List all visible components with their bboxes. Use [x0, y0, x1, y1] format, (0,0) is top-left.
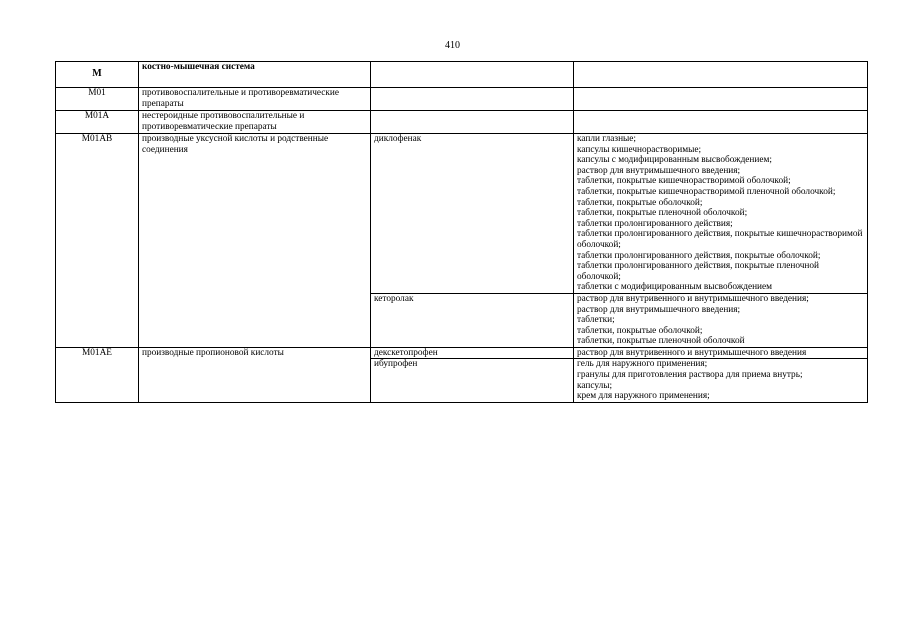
- dosage-form-line: таблетки, покрытые пленочной оболочкой;: [577, 208, 748, 219]
- dosage-form-line: таблетки с модифицированным высвобождением: [577, 282, 773, 293]
- dosage-form-line: гранулы для приготовления раствора для приема внутрь;: [577, 370, 803, 381]
- drug-name-cell: ибупрофен: [371, 359, 574, 402]
- dosage-form-line: капсулы с модифицированным высвобождением;: [577, 155, 772, 166]
- dosage-form-line: таблетки, покрытые кишечнорастворимой оболочкой;: [577, 176, 791, 187]
- table-row: [56, 134, 868, 294]
- dosage-form-line: таблетки, покрытые кишечнорастворимой пленочной оболочкой;: [577, 186, 836, 197]
- dosage-form-line: таблетки пролонгированного действия, покрытые пленочной оболочкой;: [577, 261, 819, 282]
- dosage-form-line: таблетки пролонгированного действия;: [577, 218, 733, 229]
- dosage-form-line: капсулы кишечнорастворимые;: [577, 144, 702, 155]
- dosage-form-line: раствор для внутривенного и внутримышечного введения: [577, 347, 807, 358]
- table-row: [56, 111, 868, 134]
- drug-name-cell: [371, 88, 574, 111]
- dosage-form-line: таблетки, покрытые оболочкой;: [577, 325, 703, 336]
- atc-code-cell: M01A: [56, 111, 139, 134]
- drug-name-cell: [371, 62, 574, 88]
- atc-group-name-cell: производные уксусной кислоты и родственные соединения: [139, 134, 371, 348]
- dosage-form-line: таблетки;: [577, 315, 615, 326]
- dosage-forms-cell: [574, 347, 868, 359]
- drug-name-cell: диклофенак: [371, 134, 574, 294]
- dosage-form-line: раствор для внутримышечного введения;: [577, 304, 741, 315]
- atc-code-cell: M01AE: [56, 347, 139, 402]
- dosage-forms-cell: [574, 134, 868, 294]
- drug-name-cell: [371, 111, 574, 134]
- atc-group-name-cell: противовоспалительные и противоревматические препараты: [139, 88, 371, 111]
- page-number: 410: [445, 40, 460, 51]
- table-row: [56, 347, 868, 359]
- drug-classification-table: [55, 61, 868, 403]
- dosage-form-line: таблетки пролонгированного действия, покрытые кишечнорастворимой оболочкой;: [577, 229, 863, 250]
- dosage-forms-cell: [574, 62, 868, 88]
- atc-code-cell: M: [56, 62, 139, 88]
- dosage-form-line: таблетки, покрытые пленочной оболочкой: [577, 336, 745, 347]
- dosage-forms-cell: [574, 88, 868, 111]
- drug-name-cell: декскетопрофен: [371, 347, 574, 359]
- dosage-forms-cell: [574, 111, 868, 134]
- atc-group-name-cell: нестероидные противовоспалительные и противоревматические препараты: [139, 111, 371, 134]
- atc-group-name-cell: производные пропионовой кислоты: [139, 347, 371, 402]
- dosage-form-line: капсулы;: [577, 380, 613, 391]
- dosage-form-line: крем для наружного применения;: [577, 391, 710, 402]
- atc-code-cell: M01: [56, 88, 139, 111]
- dosage-form-line: капли глазные;: [577, 134, 637, 144]
- dosage-form-line: раствор для внутривенного и внутримышечного введения;: [577, 293, 809, 304]
- dosage-form-line: раствор для внутримышечного введения;: [577, 165, 741, 176]
- dosage-forms-cell: [574, 359, 868, 402]
- drug-name-cell: кеторолак: [371, 293, 574, 347]
- atc-group-name-cell: костно-мышечная система: [139, 62, 371, 88]
- dosage-form-line: таблетки пролонгированного действия, покрытые оболочкой;: [577, 250, 821, 261]
- table-row: [56, 88, 868, 111]
- dosage-form-line: гель для наружного применения;: [577, 359, 708, 370]
- atc-code-cell: M01AB: [56, 134, 139, 348]
- dosage-forms-cell: [574, 293, 868, 347]
- table-row: [56, 62, 868, 88]
- dosage-form-line: таблетки, покрытые оболочкой;: [577, 197, 703, 208]
